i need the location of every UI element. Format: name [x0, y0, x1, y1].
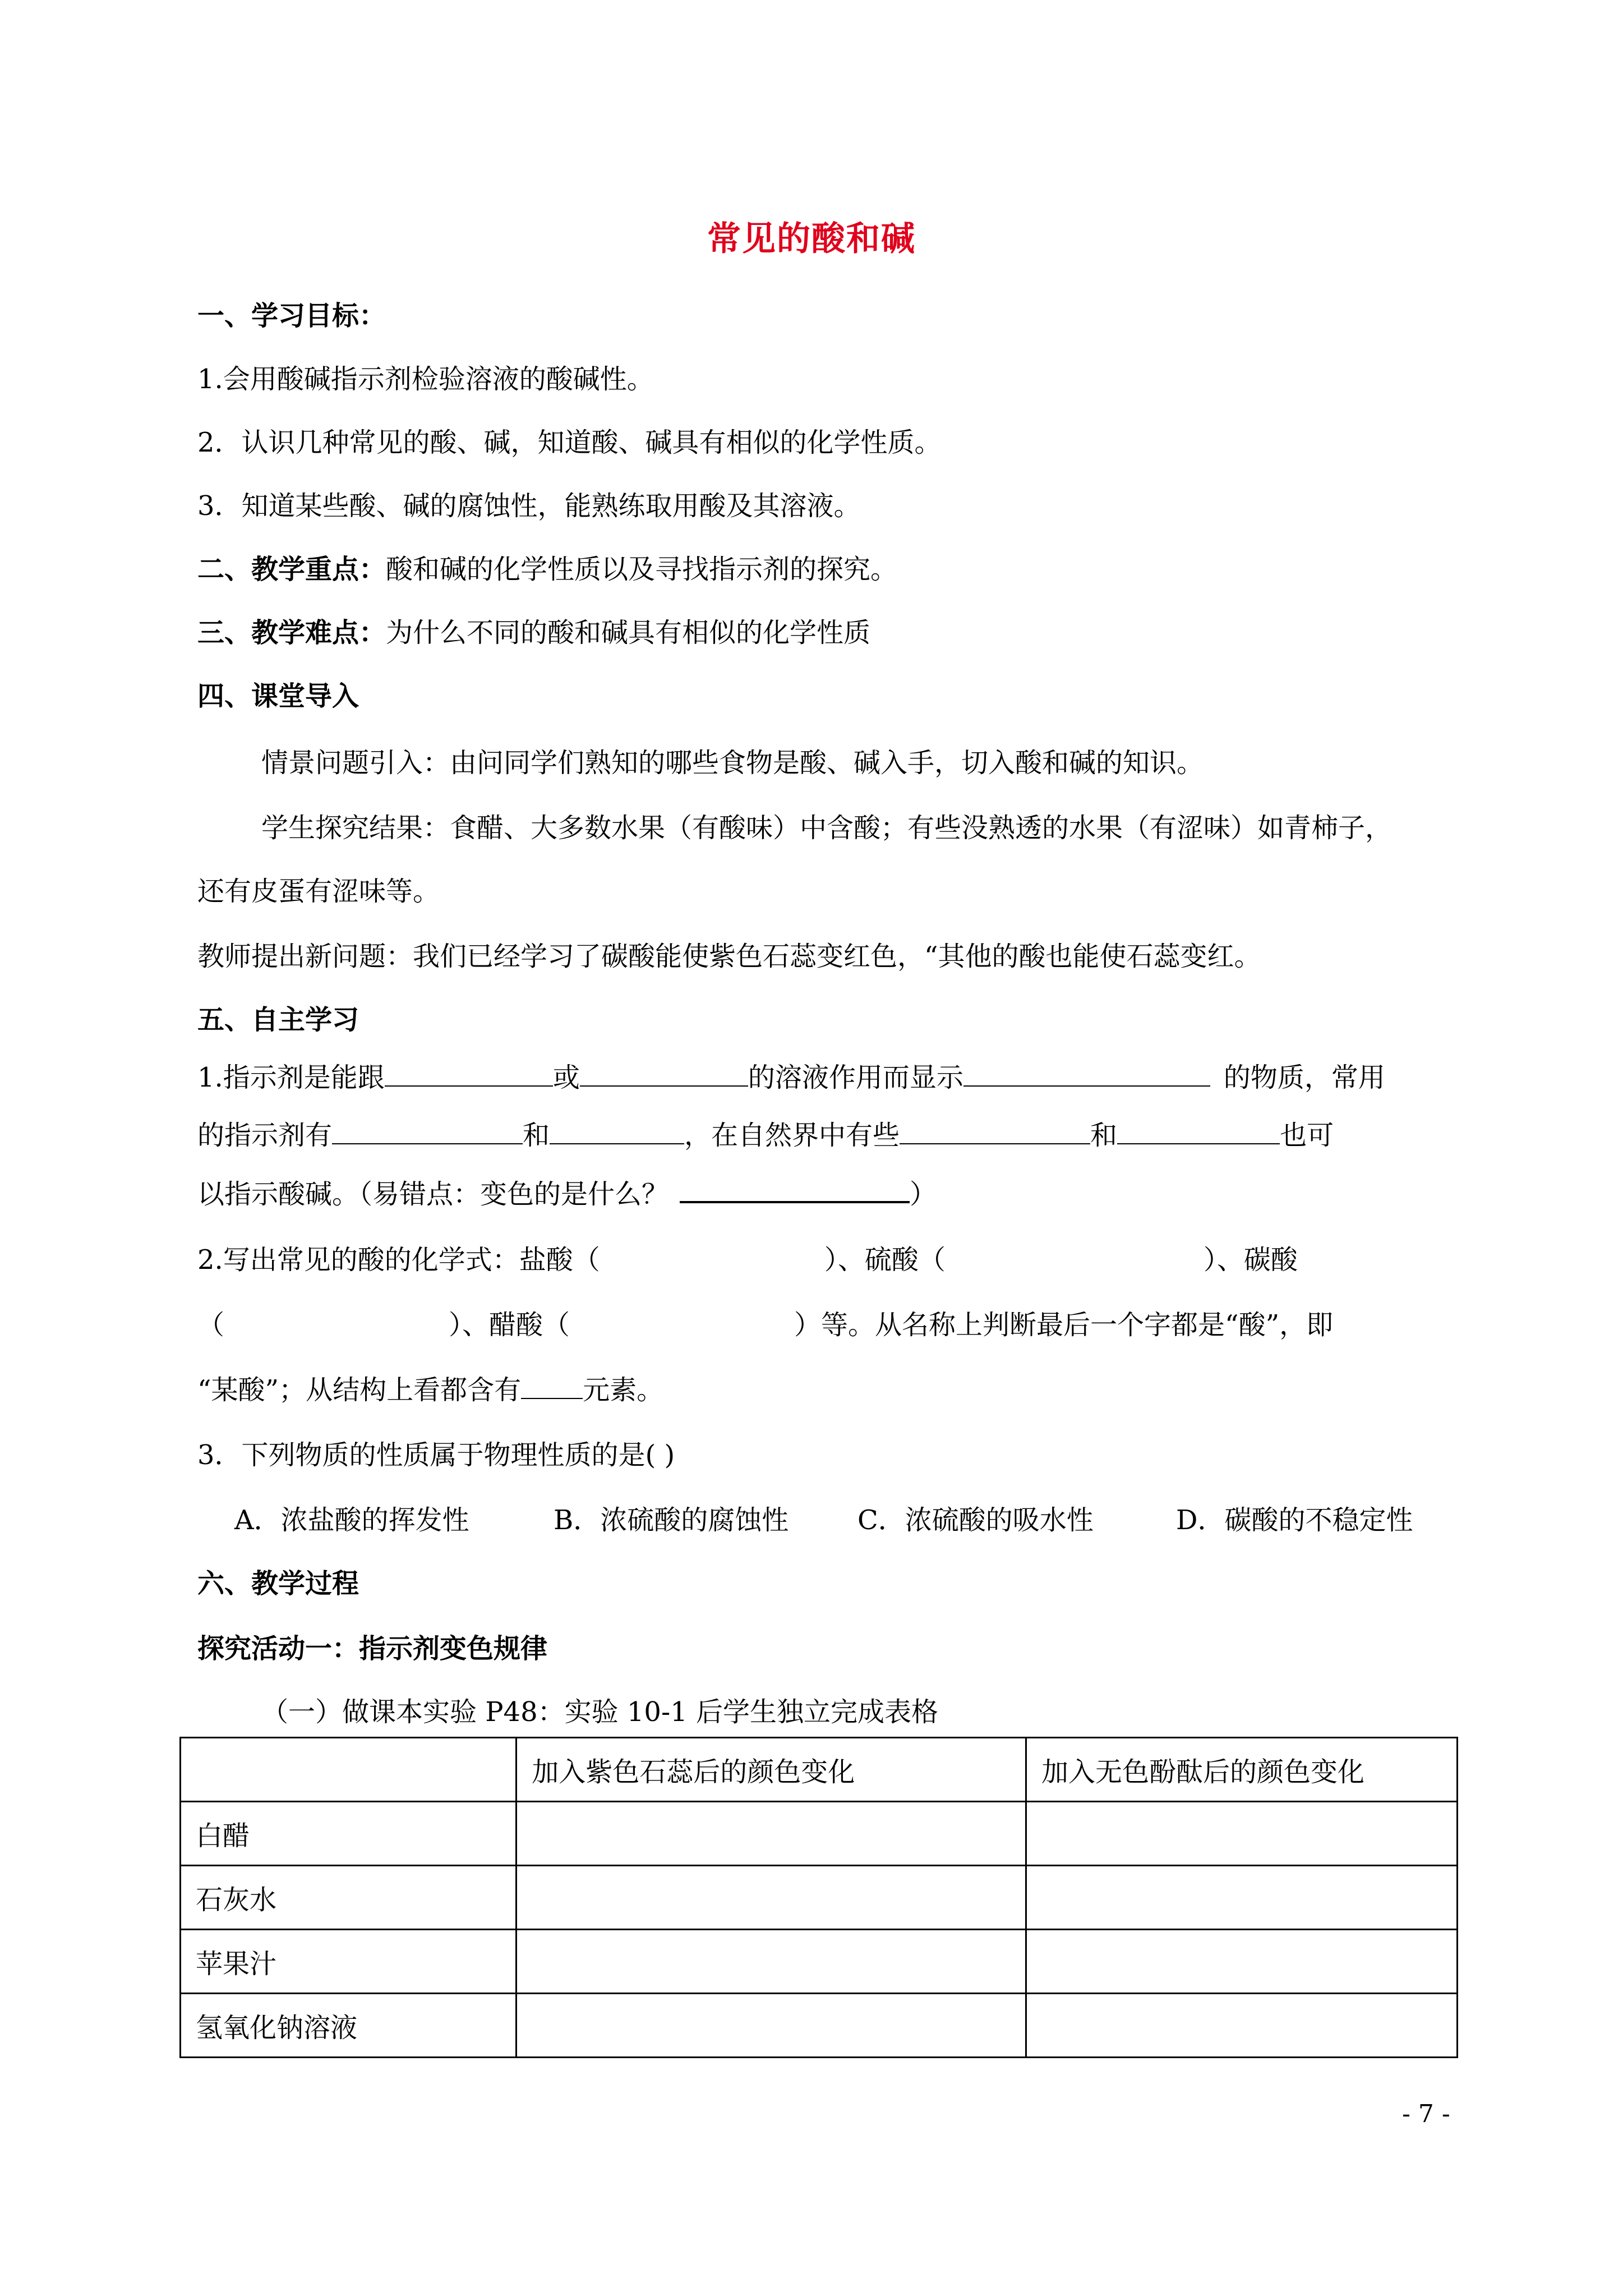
table-row	[181, 1866, 1458, 1930]
blank[interactable]	[680, 1176, 910, 1203]
answer-cell[interactable]	[1026, 1994, 1458, 2058]
question-2-line-3	[197, 1373, 663, 1407]
q1-text-a: 1.指示剂是能跟	[197, 1062, 385, 1093]
answer-cell[interactable]	[517, 1994, 1026, 2058]
blank[interactable]	[900, 1119, 1090, 1144]
table-header-cell: 加入无色酚酞后的颜色变化	[1026, 1738, 1458, 1802]
intro-paragraph-3: 教师提出新问题：我们已经学习了碳酸能使紫色石蕊变红色，“其他的酸也能使石蕊变红。	[197, 941, 1261, 972]
section-6-heading: 六、教学过程	[197, 1568, 359, 1599]
q2-text-d: （	[197, 1309, 225, 1341]
option-d: D．碳酸的不稳定性	[1176, 1504, 1413, 1536]
question-1-line-1	[197, 1061, 1385, 1094]
table-row	[181, 1994, 1458, 2058]
option-b: B．浓硫酸的腐蚀性	[554, 1504, 789, 1536]
row-label: 氢氧化钠溶液	[181, 1994, 517, 2058]
option-a: A．浓盐酸的挥发性	[234, 1504, 469, 1536]
question-1-line-2	[197, 1119, 1334, 1152]
q1-text-j: 以指示酸碱。（易错点：变色的是什么？	[197, 1179, 669, 1210]
objective-3: 3．知道某些酸、碱的腐蚀性，能熟练取用酸及其溶液。	[197, 490, 861, 522]
question-1-line-3	[197, 1176, 937, 1211]
table-header-cell	[181, 1738, 517, 1802]
indicator-table	[179, 1737, 1458, 2058]
table-header-cell: 加入紫色石蕊后的颜色变化	[517, 1738, 1026, 1802]
activity-instruction: （一）做课本实验 P48：实验 10-1 后学生独立完成表格	[261, 1696, 938, 1728]
intro-paragraph-2b: 还有皮蛋有涩味等。	[197, 876, 440, 907]
blank[interactable]	[385, 1061, 553, 1087]
section-3-text: 为什么不同的酸和碱具有相似的化学性质	[386, 617, 871, 648]
blank[interactable]	[332, 1119, 523, 1144]
answer-cell[interactable]	[1026, 1866, 1458, 1930]
option-c: C．浓硫酸的吸水性	[857, 1504, 1094, 1536]
question-2-line-1	[197, 1243, 1298, 1277]
q2-text-e: ）、醋酸（	[449, 1309, 570, 1341]
blank[interactable]	[580, 1061, 748, 1087]
q2-text-f: ）等。从名称上判断最后一个字都是“酸”，即	[794, 1309, 1334, 1341]
table-header-row	[181, 1738, 1458, 1802]
table-row	[181, 1802, 1458, 1866]
q1-text-h: 和	[1090, 1120, 1118, 1151]
q1-text-i: 也可	[1280, 1120, 1334, 1151]
section-2-heading: 二、教学重点：	[197, 554, 386, 585]
answer-cell[interactable]	[517, 1930, 1026, 1994]
answer-cell[interactable]	[517, 1866, 1026, 1930]
q1-text-d: 的物质，常用	[1223, 1062, 1385, 1093]
section-2	[197, 553, 897, 586]
intro-paragraph-1: 情景问题引入：由问同学们熟知的哪些食物是酸、碱入手，切入酸和碱的知识。	[261, 747, 1204, 779]
blank[interactable]	[1117, 1119, 1280, 1144]
objective-1: 1.会用酸碱指示剂检验溶液的酸碱性。	[197, 364, 654, 395]
table-row	[181, 1930, 1458, 1994]
section-3	[197, 616, 870, 650]
section-5-heading: 五、自主学习	[197, 1004, 359, 1036]
q2-text-h: 元素。	[583, 1374, 664, 1406]
q1-text-g: ，在自然界中有些	[684, 1120, 900, 1151]
q1-text-f: 和	[523, 1120, 550, 1151]
q2-text-b: ）、硫酸（	[824, 1244, 946, 1276]
q1-text-c: 的溶液作用而显示	[748, 1062, 963, 1093]
row-label: 苹果汁	[181, 1930, 517, 1994]
q1-text-k: ）	[910, 1179, 937, 1210]
q2-text-g: “某酸”；从结构上看都含有	[197, 1374, 522, 1406]
section-3-heading: 三、教学难点：	[197, 617, 386, 648]
intro-paragraph-2a: 学生探究结果：食醋、大多数水果（有酸味）中含酸；有些没熟透的水果（有涩味）如青柿子，	[261, 812, 1393, 844]
q1-text-e: 的指示剂有	[197, 1120, 333, 1151]
blank[interactable]	[521, 1373, 583, 1399]
blank[interactable]	[963, 1061, 1210, 1087]
answer-cell[interactable]	[517, 1802, 1026, 1866]
q2-text-a: 2.写出常见的酸的化学式：盐酸（	[197, 1244, 600, 1276]
objective-2: 2．认识几种常见的酸、碱，知道酸、碱具有相似的化学性质。	[197, 427, 942, 458]
q1-text-b: 或	[552, 1062, 580, 1093]
question-2-line-2	[197, 1308, 1333, 1342]
section-4-heading: 四、课堂导入	[197, 680, 359, 712]
row-label: 石灰水	[181, 1866, 517, 1930]
answer-cell[interactable]	[1026, 1930, 1458, 1994]
page-number: - 7 -	[1402, 2100, 1450, 2128]
activity-heading: 探究活动一：指示剂变色规律	[197, 1633, 548, 1664]
section-2-text: 酸和碱的化学性质以及寻找指示剂的探究。	[386, 554, 898, 585]
page-title: 常见的酸和碱	[707, 219, 916, 259]
answer-cell[interactable]	[1026, 1802, 1458, 1866]
row-label: 白醋	[181, 1802, 517, 1866]
blank[interactable]	[550, 1119, 684, 1144]
question-3-stem: 3．下列物质的性质属于物理性质的是( )	[197, 1439, 675, 1471]
section-1-heading: 一、学习目标：	[197, 300, 386, 332]
q2-text-c: ）、碳酸	[1203, 1244, 1298, 1276]
